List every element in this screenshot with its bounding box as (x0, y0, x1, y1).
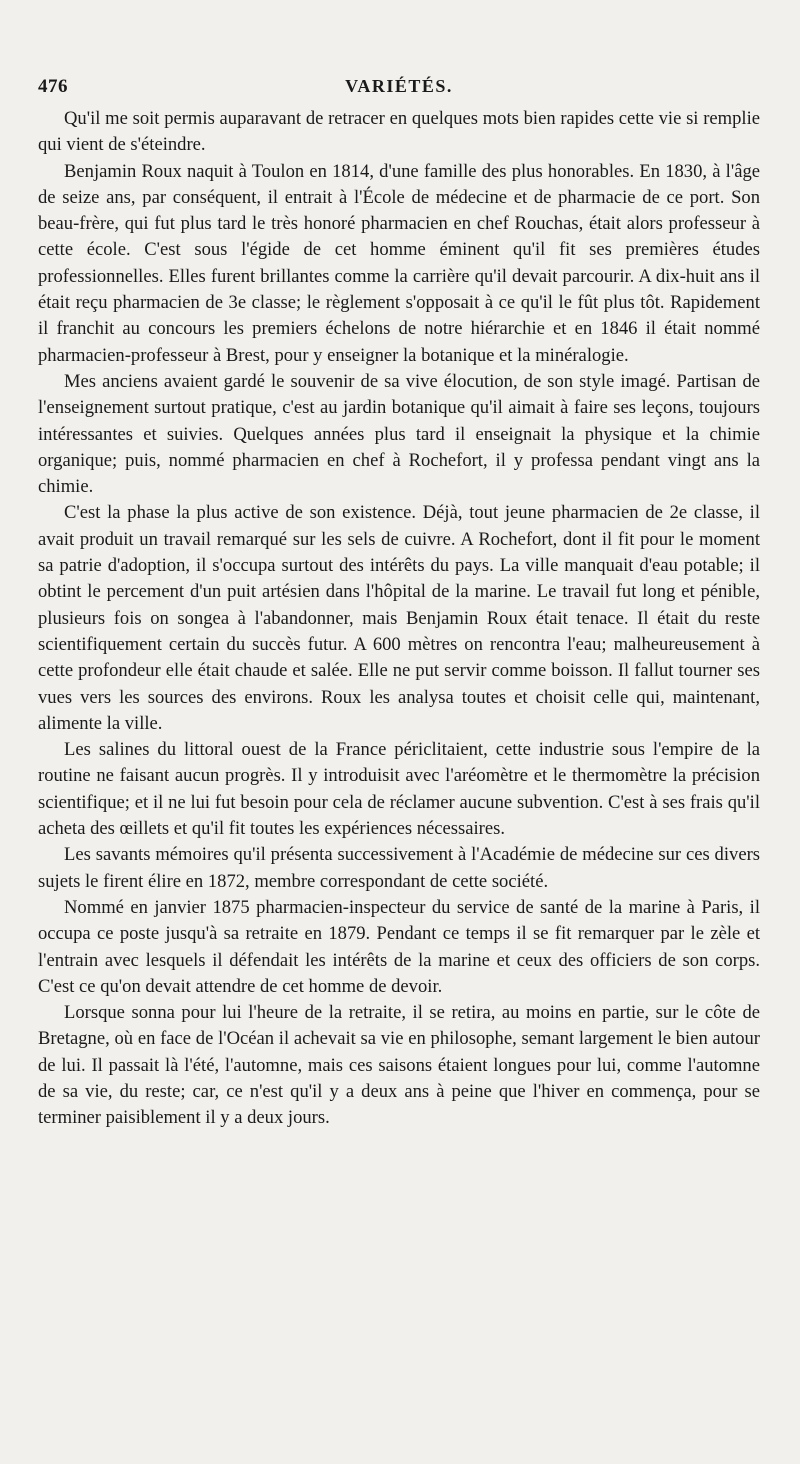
page-header (38, 70, 760, 104)
body-text (38, 106, 760, 1132)
paragraph: Les savants mémoires qu'il présenta successivement à l'Académie de médecine sur ces divers sujets le firent élire en 1872, membre correspondant de cette société. (38, 844, 760, 892)
document-page (38, 70, 760, 1132)
running-head: VARIÉTÉS. (345, 76, 453, 96)
paragraph: Les salines du littoral ouest de la France périclitaient, cette industrie sous l'empire de la routine ne faisant aucun progrès. Il y introduisit avec l'aréomètre et le thermomètre la précision scientifique; et il ne lui fut besoin pour cela de réclamer aucune subvention. C'est à ses frais qu'il acheta des œillets et qu'il fit toutes les expériences nécessaires. (38, 739, 760, 840)
paragraph: Qu'il me soit permis auparavant de retracer en quelques mots bien rapides cette vie si remplie qui vient de s'éteindre. (38, 108, 760, 156)
paragraph: Lorsque sonna pour lui l'heure de la retraite, il se retira, au moins en partie, sur le côte de Bretagne, où en face de l'Océan il achevait sa vie en philosophe, semant largement le bien autour de lui. Il passait là l'été, l'automne, mais ces saisons étaient longues pour lui, comme l'automne de sa vie, du reste; car, ce n'est qu'il y a deux ans à peine que l'hiver en commença, pour se terminer paisiblement il y a deux jours. (38, 1002, 760, 1129)
paragraph: Mes anciens avaient gardé le souvenir de sa vive élocution, de son style imagé. Partisan de l'enseignement surtout pratique, c'est au jardin botanique qu'il aimait à faire ses leçons, toujours intéressantes et suivies. Quelques années plus tard il enseignait la physique et la chimie organique; puis, nommé pharmacien en chef à Rochefort, il y professa pendant vingt ans la chimie. (38, 370, 760, 498)
paragraph: Benjamin Roux naquit à Toulon en 1814, d'une famille des plus honorables. En 1830, à l'âge de seize ans, par conséquent, il entrait à l'École de médecine et de pharmacie de ce port. Son beau-frère, qui fut plus tard le très honoré pharmacien en chef Rouchas, était alors professeur à cette école. C'est sous l'égide de cet homme éminent qu'il fit ses premières études professionnelles. Elles furent brillantes comme la carrière qu'il devait parcourir. A dix-huit ans il était reçu pharmacien de 3e classe; le règlement s'opposait à ce qu'il le fût plus tôt. Rapidement il franchit au concours les premiers échelons de notre hiérarchie et en 1846 il était nommé pharmacien-professeur à Brest, pour y enseigner la botanique et la minéralogie. (38, 160, 760, 366)
paragraph: C'est la phase la plus active de son existence. Déjà, tout jeune pharmacien de 2e classe, il avait produit un travail remarqué sur les sels de cuivre. A Rochefort, dont il fit pour le moment sa patrie d'adoption, il s'occupa surtout des intérêts du pays. La ville manquait d'eau potable; il obtint le percement d'un puit artésien dans l'hôpital de la marine. Le travail fut long et pénible, plusieurs fois on songea à l'abandonner, mais Benjamin Roux était tenace. Il était du reste scientifiquement certain du succès futur. A 600 mètres on rencontra l'eau; malheureusement à cette profondeur elle était chaude et salée. Elle ne put servir comme boisson. Il fallut tourner ses vues vers les sources des environs. Roux les analysa toutes et choisit celle qui, maintenant, alimente la ville. (38, 502, 760, 734)
page-number: 476 (38, 76, 68, 97)
paragraph: Nommé en janvier 1875 pharmacien-inspecteur du service de santé de la marine à Paris, il occupa ce poste jusqu'à sa retraite en 1879. Pendant ce temps il se fit remarquer par le zèle et l'entrain avec lesquels il défendait les intérêts de la marine et ceux des officiers de son corps. C'est ce qu'on devait attendre de cet homme de devoir. (38, 896, 760, 997)
